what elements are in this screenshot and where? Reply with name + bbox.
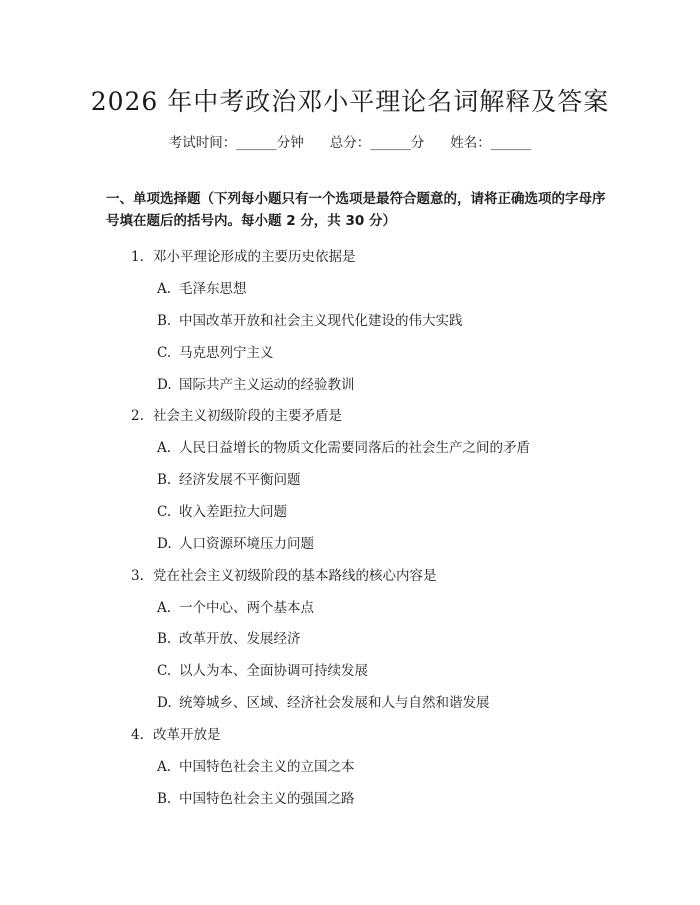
name-blank: ______ bbox=[490, 135, 532, 151]
option-letter: B. bbox=[157, 631, 172, 647]
question-text: 邓小平理论形成的主要历史依据是 bbox=[153, 249, 356, 265]
option-3d bbox=[157, 691, 490, 711]
exam-info bbox=[0, 131, 700, 151]
question-1 bbox=[131, 245, 356, 265]
option-letter: B. bbox=[157, 791, 172, 807]
option-text: 统筹城乡、区域、经济社会发展和人与自然和谐发展 bbox=[179, 695, 490, 711]
section-heading: 一、单项选择题（下列每小题只有一个选项是最符合题意的，请将正确选项的字母序号填在题后的括号内。每小题 2 分，共 30 分） bbox=[106, 191, 606, 229]
option-text: 中国改革开放和社会主义现代化建设的伟大实践 bbox=[179, 313, 463, 329]
option-1d bbox=[157, 373, 355, 393]
score-label: 总分： bbox=[329, 135, 371, 151]
score-blank: ______分 bbox=[370, 135, 425, 151]
option-2c bbox=[157, 500, 287, 520]
option-letter: A. bbox=[157, 759, 172, 775]
name-label: 姓名： bbox=[450, 135, 491, 151]
option-1b bbox=[157, 309, 463, 329]
option-letter: A. bbox=[157, 440, 172, 456]
time-label: 考试时间： bbox=[168, 135, 237, 151]
option-letter: C. bbox=[157, 504, 172, 520]
option-4a bbox=[157, 755, 355, 775]
option-text: 人口资源环境压力问题 bbox=[179, 536, 314, 552]
question-4 bbox=[131, 723, 221, 743]
option-letter: D. bbox=[157, 377, 172, 393]
option-1c bbox=[157, 341, 274, 361]
option-text: 人民日益增长的物质文化需要同落后的社会生产之间的矛盾 bbox=[179, 440, 530, 456]
option-text: 中国特色社会主义的立国之本 bbox=[179, 759, 355, 775]
option-letter: D. bbox=[157, 536, 172, 552]
option-text: 马克思列宁主义 bbox=[179, 345, 274, 361]
question-3 bbox=[131, 564, 437, 584]
option-letter: A. bbox=[157, 281, 172, 297]
option-letter: C. bbox=[157, 345, 172, 361]
option-4b bbox=[157, 787, 355, 807]
question-number: 4. bbox=[131, 727, 144, 743]
question-number: 2. bbox=[131, 408, 144, 424]
question-number: 1. bbox=[131, 249, 144, 265]
question-text: 社会主义初级阶段的主要矛盾是 bbox=[153, 408, 342, 424]
question-number: 3. bbox=[131, 568, 144, 584]
option-3b bbox=[157, 627, 301, 647]
option-text: 改革开放、发展经济 bbox=[179, 631, 301, 647]
option-2a bbox=[157, 436, 530, 456]
option-letter: C. bbox=[157, 663, 172, 679]
option-1a bbox=[157, 277, 247, 297]
time-blank: ______分钟 bbox=[236, 135, 304, 151]
question-2 bbox=[131, 404, 342, 424]
option-2d bbox=[157, 532, 314, 552]
option-3c bbox=[157, 659, 368, 679]
option-text: 收入差距拉大问题 bbox=[179, 504, 287, 520]
question-text: 党在社会主义初级阶段的基本路线的核心内容是 bbox=[153, 568, 437, 584]
option-text: 国际共产主义运动的经验教训 bbox=[179, 377, 355, 393]
option-2b bbox=[157, 468, 301, 488]
page-title: 2026 年中考政治邓小平理论名词解释及答案 bbox=[90, 87, 610, 116]
option-text: 毛泽东思想 bbox=[179, 281, 247, 297]
option-text: 经济发展不平衡问题 bbox=[179, 472, 301, 488]
question-text: 改革开放是 bbox=[153, 727, 221, 743]
option-text: 中国特色社会主义的强国之路 bbox=[179, 791, 355, 807]
option-letter: D. bbox=[157, 695, 172, 711]
option-letter: B. bbox=[157, 313, 172, 329]
option-text: 一个中心、两个基本点 bbox=[179, 600, 314, 616]
option-text: 以人为本、全面协调可持续发展 bbox=[179, 663, 368, 679]
option-3a bbox=[157, 596, 314, 616]
option-letter: A. bbox=[157, 600, 172, 616]
option-letter: B. bbox=[157, 472, 172, 488]
